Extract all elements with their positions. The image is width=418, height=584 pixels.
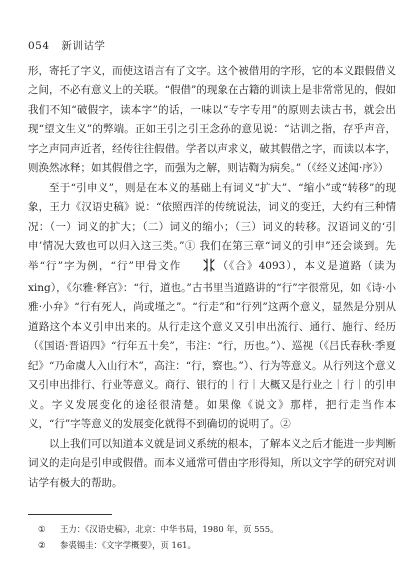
running-header: [28, 38, 105, 53]
paragraph-2-text-b: （《合》4093），本义是道路（读为 xing），《尔雅·释宫》：“行，道也。”古书里当道路讲的“行”字很常见，如《诗·小雅·小弁》“行有死人，尚或墐之”。“行走”和“行列”这两个意义，显然是分别从道路这个本义引申出来的。从行走这个意义又引申出流行、通行、施行、经历（《国语·晋语四》“行年五十矣”，韦注：“行，历也。”）、巡视（《吕氏春秋·季夏纪》“乃命虞人入山行木”，高注：“行，察也。”）、行为等意义。从行列这个意义又引申出排行、行业等意义。商行、银行的｜行｜大概又是行业之｜行｜的引申义。字义发展变化的途径很清楚。如果像《说文》那样，把行走当作本义，“行”字等意义的发展变化就得不到确切的说明了。②: [28, 259, 396, 431]
paragraph-3: 以上我们可以知道本义就是词义系统的根本，了解本义之后才能进一步判断词义的走向是引申或假借。而本义通常可借由字形得知，所以文字学的研究对训诂学有极大的帮助。: [28, 437, 396, 489]
footnote-2: [38, 537, 388, 553]
footnotes: [38, 521, 388, 553]
footnote-divider: [28, 514, 112, 515]
paragraph-2: [28, 179, 396, 435]
page-number: 054: [28, 40, 50, 52]
oracle-bone-xing-glyph-icon: [182, 258, 215, 279]
book-title: 新训诂学: [61, 40, 106, 52]
footnote-mark: ②: [38, 540, 46, 550]
paragraph-1: 形，寄托了字义，而使这语言有了文字。这个被借用的字形，它的本义跟假借义之间，不必有意义上的关联。“假借”的现象在古籍的训读上是非常常见的，假如我们不知“破假字，读本字”的话，一味以“专字专用”的原则去读古书，就会出现“望文生义”的弊端。正如王引之引王念孙的意见说：“诂训之指，存乎声音，字之声同声近者，经传往往假借。学者以声求义，破其假借之字，而读以本字，则涣然冰释；如其假借之字，而强为之解，则诘鞫为病矣。”（《经义述闻·序》）: [28, 65, 396, 175]
footnote-1: [38, 521, 388, 537]
footnote-text: 王力：《汉语史稿》，北京：中华书局，1980 年，页 555。: [60, 524, 279, 534]
footnote-text: 参裘锡圭：《文字学概要》，页 161。: [60, 540, 196, 550]
main-text: [28, 62, 396, 493]
footnote-mark: ①: [38, 524, 46, 534]
paragraph-2-text-a: 至于“引申义”，则是在本义的基础上有词义“扩大”、“缩小”或“转移”的现象，王力《汉语史稿》说：“依照西洋的传统说法，词义的变迁，大约有三种情况：（一）词义的扩大；（二）词义的缩小；（三）词义的转移。汉语词义的‘引申’情况大致也可以归入这三类。”① 我们在第三章“词义的引申”还会谈到。先举“行”字为例，“行”甲骨文作: [28, 181, 396, 272]
